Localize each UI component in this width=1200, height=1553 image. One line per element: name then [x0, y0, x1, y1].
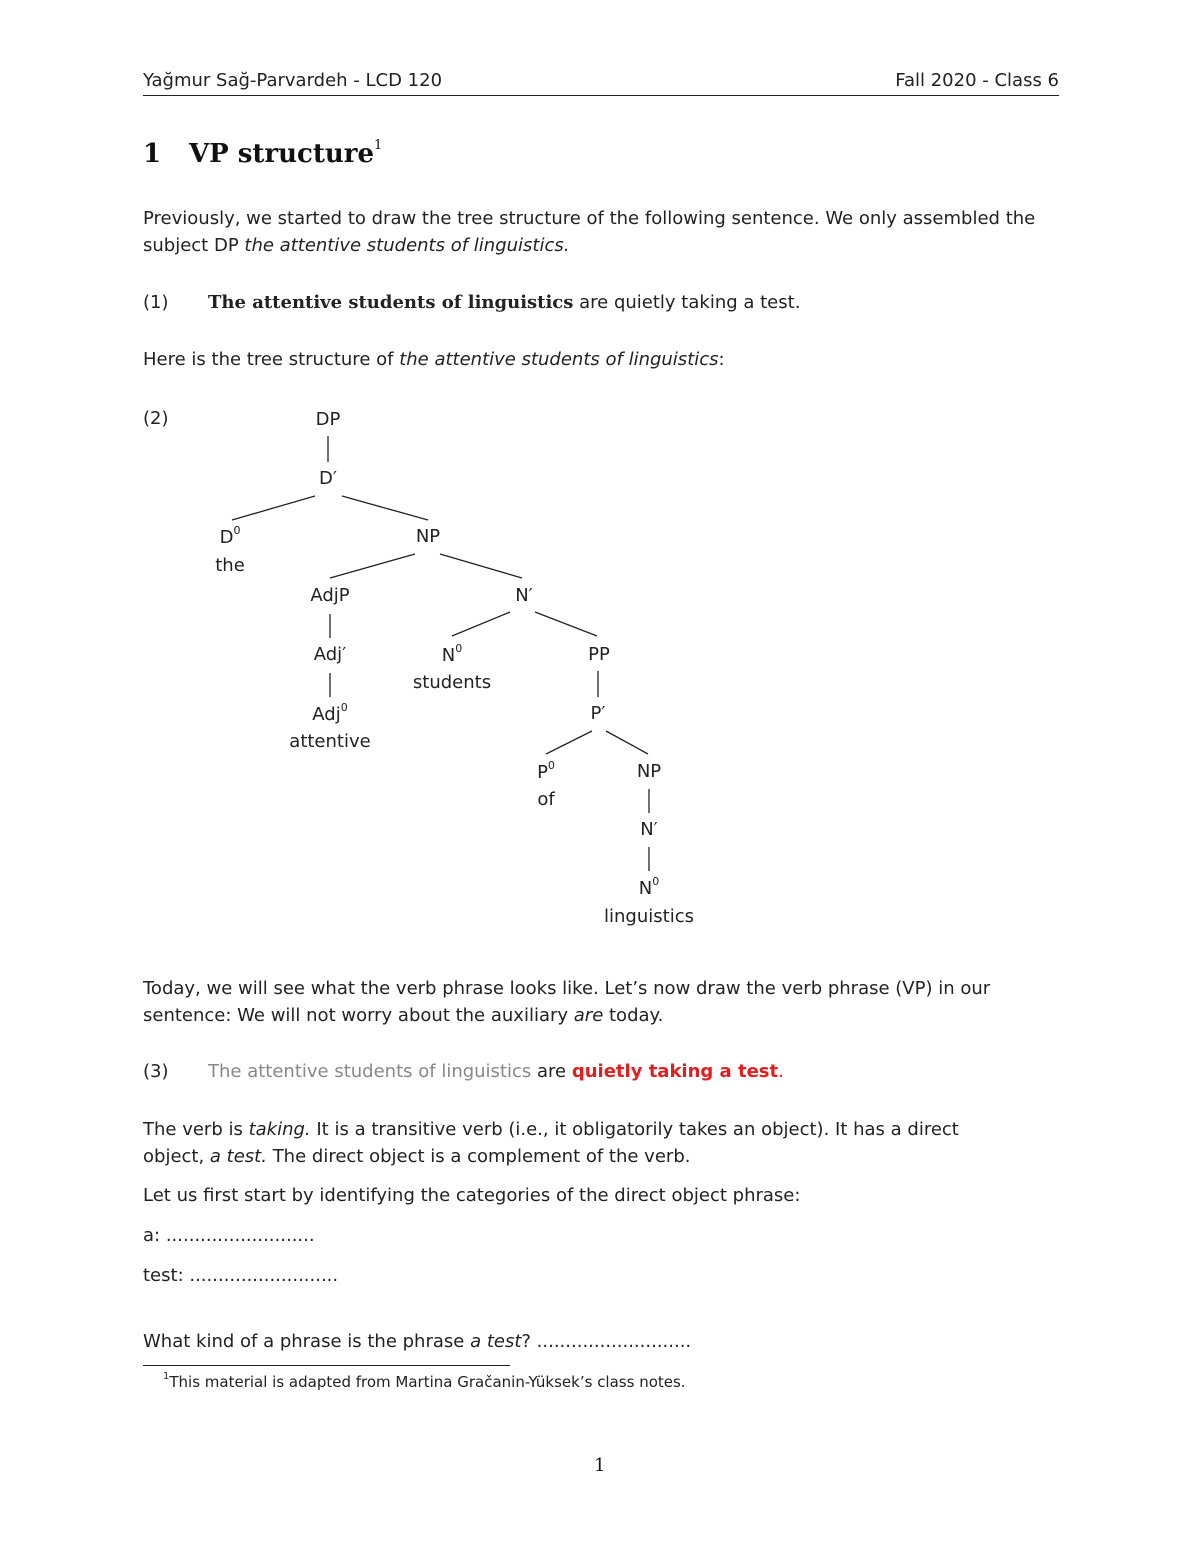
question-line	[143, 1328, 691, 1355]
footnote-number: 1	[163, 1371, 170, 1382]
word-attentive: attentive	[289, 731, 371, 752]
tree-intro-plain: Here is the tree structure of	[143, 349, 400, 370]
question-end: ? ...........................	[521, 1331, 692, 1352]
edge-nbar-n0	[452, 612, 510, 636]
word-linguistics: linguistics	[604, 906, 694, 927]
node-pbar: P′	[590, 703, 606, 724]
example-3-mid: are	[531, 1061, 572, 1082]
example-3-red: quietly taking a test	[571, 1061, 779, 1082]
verb-line-1-b: It is a transitive verb (i.e., it obligatorily takes an object). It has a direct	[310, 1119, 959, 1140]
example-2-number: (2)	[143, 408, 169, 429]
intro-line-2-italic: the attentive students of linguistics.	[244, 235, 570, 256]
today-line-1: Today, we will see what the verb phrase looks like. Let’s now draw the verb phrase (VP) in our	[143, 978, 991, 999]
verb-line-1-italic: taking.	[248, 1119, 311, 1140]
node-np-2: NP	[636, 761, 662, 782]
word-of: of	[537, 789, 555, 810]
verb-line-2	[143, 1143, 690, 1170]
node-n0-a-label: N	[441, 645, 456, 666]
footnote-text: This material is adapted from Martina Gračanin-Yüksek’s class notes.	[169, 1373, 686, 1391]
node-nbar-2: N′	[640, 819, 658, 840]
example-3-sentence	[208, 1058, 784, 1085]
node-nbar-1: N′	[515, 585, 533, 606]
verb-line-1	[143, 1116, 959, 1143]
verb-line-2-b: The direct object is a complement of the verb.	[266, 1146, 691, 1167]
today-line-2-plain: sentence: We will not worry about the auxiliary	[143, 1005, 574, 1026]
edge-pbar-p0	[546, 731, 592, 754]
node-np-1: NP	[415, 526, 441, 547]
example-1-number: (1)	[143, 292, 169, 313]
node-n0-a-sup: 0	[455, 642, 463, 655]
node-dp: DP	[315, 409, 341, 430]
section-title-text: VP structure	[189, 139, 375, 169]
edge-pbar-np	[606, 731, 648, 754]
node-adj0-label: Adj	[312, 704, 341, 725]
node-d0-label: D	[219, 527, 234, 548]
edge-dbar-d0	[232, 496, 315, 520]
node-adjp: AdjP	[310, 585, 350, 606]
node-dbar: D′	[319, 468, 337, 489]
footnote	[163, 1373, 686, 1391]
word-students: students	[412, 672, 492, 693]
question-plain: What kind of a phrase is the phrase	[143, 1331, 471, 1352]
page-number: 1	[594, 1455, 606, 1476]
question-italic: a test	[470, 1331, 522, 1352]
node-adjbar: Adj′	[313, 644, 347, 665]
node-n0-a	[442, 644, 462, 666]
word-the: the	[215, 555, 245, 576]
example-1-bold: The attentive students of linguistics	[208, 292, 574, 313]
example-3-end: .	[778, 1061, 784, 1082]
footnote-rule	[143, 1365, 510, 1366]
edge-np-adjp	[330, 554, 415, 578]
node-n0-b-label: N	[638, 878, 653, 899]
node-n0-b	[639, 877, 659, 899]
intro-line-1: Previously, we started to draw the tree structure of the following sentence. We only assembled the	[143, 208, 1036, 229]
edge-np-nbar	[440, 554, 522, 578]
intro-line-2-plain: subject DP	[143, 235, 245, 256]
verb-line-2-italic: a test.	[209, 1146, 267, 1167]
header-left: Yağmur Sağ-Parvardeh - LCD 120	[143, 70, 443, 91]
identify-line: Let us first start by identifying the categories of the direct object phrase:	[143, 1185, 801, 1206]
verb-line-1-a: The verb is	[143, 1119, 249, 1140]
footnote-mark: 1	[374, 138, 383, 154]
node-d0	[220, 526, 241, 548]
today-line-2-italic: are	[573, 1005, 604, 1026]
tree-intro-italic: the attentive students of linguistics	[399, 349, 719, 370]
today-line-2-end: today.	[603, 1005, 664, 1026]
example-3-number: (3)	[143, 1061, 169, 1082]
example-1-rest: are quietly taking a test.	[573, 292, 801, 313]
example-3-grey: The attentive students of linguistics	[208, 1061, 532, 1082]
node-d0-sup: 0	[233, 524, 241, 537]
today-line-2	[143, 1002, 663, 1029]
node-p0-sup: 0	[547, 759, 555, 772]
node-n0-b-sup: 0	[652, 875, 660, 888]
edge-nbar-pp	[535, 612, 597, 636]
header-right: Fall 2020 - Class 6	[895, 70, 1059, 91]
section-number: 1	[143, 139, 162, 169]
node-adj0-sup: 0	[340, 701, 348, 714]
blank-test: test: ..........................	[143, 1265, 339, 1286]
node-p0	[537, 761, 555, 783]
node-pp: PP	[588, 644, 610, 665]
edge-dbar-np	[342, 496, 428, 520]
verb-line-2-a: object,	[143, 1146, 210, 1167]
blank-a: a: ..........................	[143, 1225, 315, 1246]
node-adj0	[312, 703, 347, 725]
node-p0-label: P	[537, 762, 548, 783]
tree-intro-end: :	[718, 349, 725, 370]
